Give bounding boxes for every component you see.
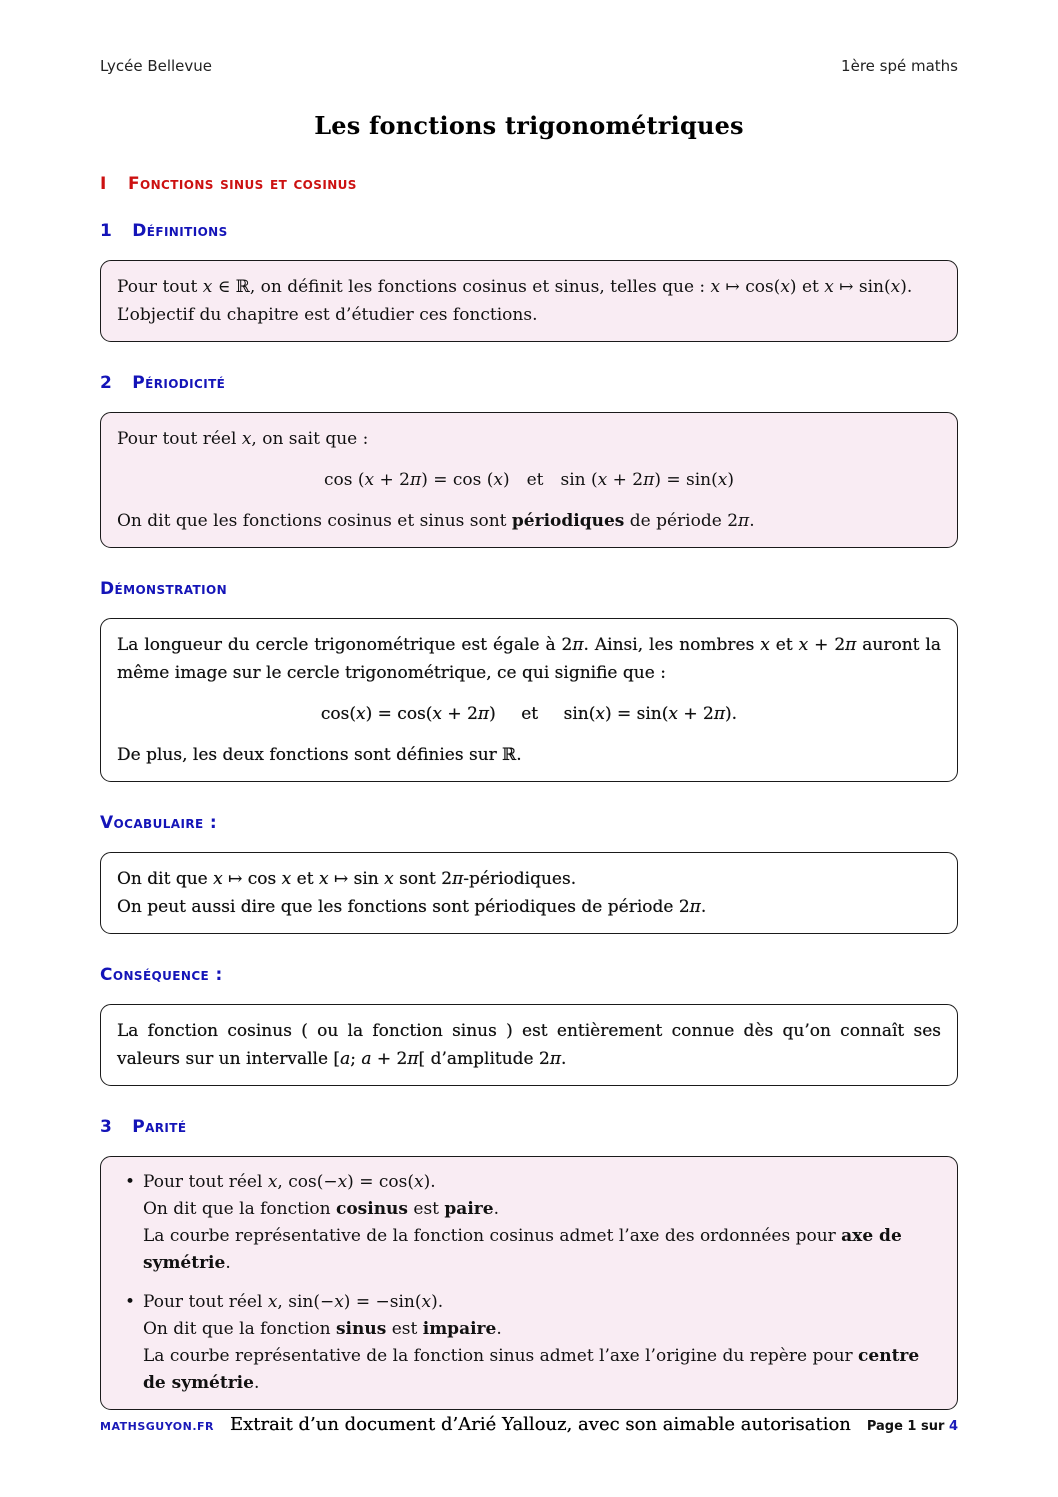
section-label: Vocabulaire : [100, 813, 218, 833]
section-heading-parite [100, 1117, 958, 1137]
section-number: I [100, 174, 107, 194]
footer-page-total: 4 [948, 1419, 958, 1434]
section-label: Démonstration [100, 579, 228, 599]
page-footer [100, 1414, 958, 1435]
periodicite-box [100, 412, 958, 548]
demonstration-paragraph: La longueur du cercle trigonométrique est égale à 2π. Ainsi, les nombres x et x + 2π auront la même image sur le cercle trigonométrique, ce qui signifie que : [117, 635, 941, 683]
demonstration-formula: cos(x) = cos(x + 2π) et sin(x) = sin(x + 2π). [320, 704, 738, 724]
parite-cosinus-line-1: • Pour tout réel x, cos(−x) = cos(x). [143, 1172, 436, 1192]
section-heading-definitions [100, 221, 958, 241]
definitions-line-2: L’objectif du chapitre est d’étudier ces fonctions. [117, 305, 538, 325]
section-heading-demonstration [100, 579, 958, 599]
section-label: Périodicité [132, 373, 226, 393]
section-number: 2 [100, 373, 113, 393]
demonstration-outro: De plus, les deux fonctions sont définies sur ℝ. [117, 745, 522, 765]
section-number: 1 [100, 221, 113, 241]
section-heading-periodicite [100, 373, 958, 393]
footer-credit-text: Extrait d’un document d’Arié Yallouz, avec son aimable autorisation [229, 1414, 851, 1435]
parite-sinus-line-1: • Pour tout réel x, sin(−x) = −sin(x). [143, 1292, 444, 1312]
footer-page-indicator [867, 1419, 958, 1434]
parite-cosinus-line-3: La courbe représentative de la fonction cosinus admet l’axe des ordonnées pour axe de symétrie. [143, 1226, 902, 1273]
section-heading-consequence [100, 965, 958, 985]
demonstration-box [100, 618, 958, 782]
footer-site-name: MATHSGUYON.FR [100, 1420, 214, 1433]
section-label: Parité [132, 1117, 187, 1137]
course-name: 1ère spé maths [841, 57, 958, 75]
parite-bullet-cosinus [123, 1169, 941, 1277]
periodicite-formula: cos (x + 2π) = cos (x) et sin (x + 2π) = sin(x) [324, 470, 734, 490]
periodicite-outro: On dit que les fonctions cosinus et sinus sont périodiques de période 2π. [117, 511, 755, 531]
section-label: Fonctions sinus et cosinus [128, 174, 357, 194]
periodicite-intro: Pour tout réel x, on sait que : [117, 429, 369, 449]
parite-box [100, 1156, 958, 1410]
footer-page-label: Page 1 sur [866, 1419, 949, 1434]
section-heading-part1 [100, 174, 958, 194]
page-title: Les fonctions trigonométriques [314, 111, 744, 140]
definitions-box [100, 260, 958, 342]
vocabulaire-line-1: On dit que x ↦ cos x et x ↦ sin x sont 2π-périodiques. [117, 869, 577, 889]
section-label: Définitions [132, 221, 228, 241]
running-head [100, 0, 958, 75]
parite-bullet-list [117, 1169, 941, 1397]
parite-bullet-sinus [123, 1289, 941, 1397]
section-heading-vocabulaire [100, 813, 958, 833]
school-name: Lycée Bellevue [100, 57, 213, 75]
definitions-line-1: Pour tout x ∈ ℝ, on définit les fonctions cosinus et sinus, telles que : x ↦ cos(x) et x ↦ sin(x). [117, 277, 913, 297]
vocabulaire-line-2: On peut aussi dire que les fonctions sont périodiques de période 2π. [117, 897, 707, 917]
section-number: 3 [100, 1117, 113, 1137]
vocabulaire-box [100, 852, 958, 934]
consequence-text: La fonction cosinus ( ou la fonction sinus ) est entièrement connue dès qu’on connaît ses valeurs sur un intervalle [a; a + 2π[ d’amplitude 2π. [117, 1021, 941, 1069]
consequence-box [100, 1004, 958, 1086]
parite-sinus-line-3: La courbe représentative de la fonction sinus admet l’axe l’origine du repère pour centre de symétrie. [143, 1346, 920, 1393]
parite-cosinus-line-2: On dit que la fonction cosinus est paire. [143, 1199, 499, 1219]
section-label: Conséquence : [100, 965, 223, 985]
parite-sinus-line-2: On dit que la fonction sinus est impaire. [143, 1319, 502, 1339]
